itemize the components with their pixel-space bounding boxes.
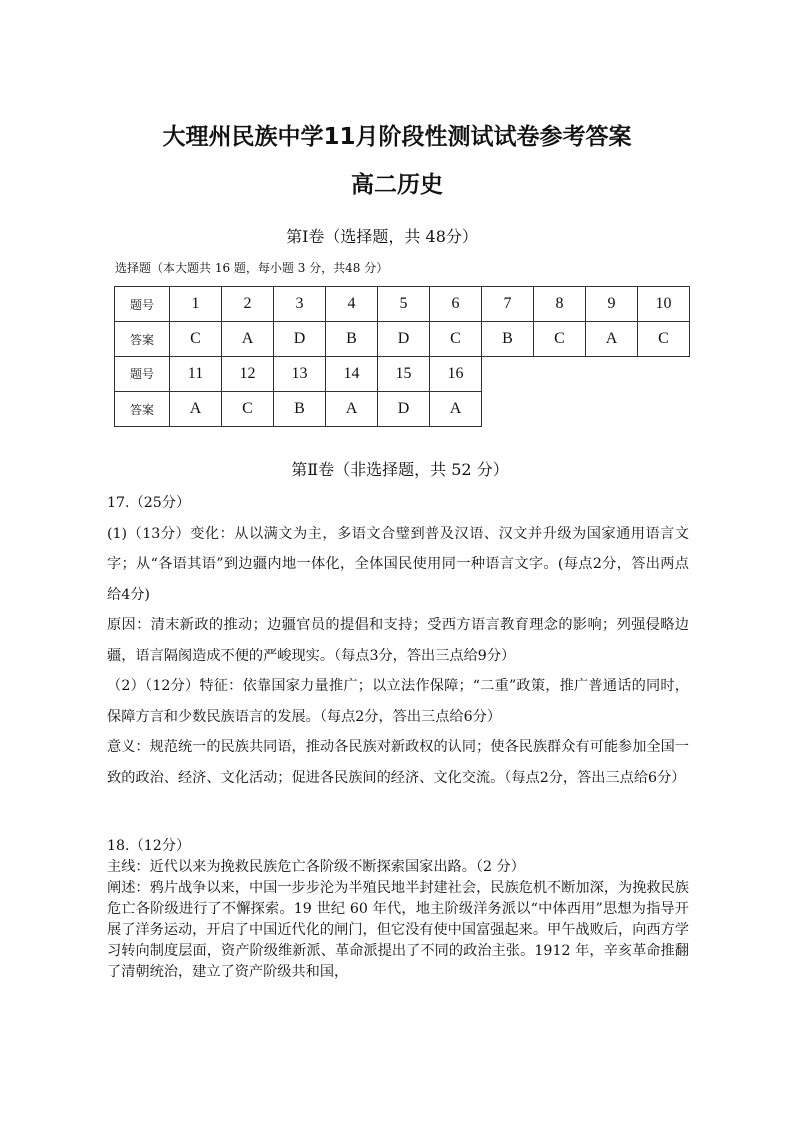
question-17-part2-feature: （2）（12分）特征：依靠国家力量推广；以立法作保障；“二重”政策，推广普通话的同时，保障方言和少数民族语言的发展。（每点2分，答出三点给6分） bbox=[107, 678, 689, 725]
table-row bbox=[115, 357, 482, 392]
question-number: 11 bbox=[170, 357, 222, 392]
answer-cell: C bbox=[222, 392, 274, 427]
answer-cell: A bbox=[222, 322, 274, 357]
answer-cell: D bbox=[378, 322, 430, 357]
table-row bbox=[115, 287, 690, 322]
answer-cell: D bbox=[274, 322, 326, 357]
question-number: 12 bbox=[222, 357, 274, 392]
document-title: 大理州民族中学11月阶段性测试试卷参考答案 bbox=[162, 124, 632, 150]
row-label-question: 题号 bbox=[115, 287, 170, 322]
question-17-part1-change: (1)（13分）变化：从以满文为主，多语文合璧到普及汉语、汉文并升级为国家通用语言文字；从“各语其语”到边疆内地一体化，全体国民使用同一种语言文字。(每点2分，答出两点给4分) bbox=[107, 525, 689, 603]
question-17-block bbox=[107, 488, 689, 793]
answer-cell: C bbox=[430, 322, 482, 357]
question-number: 3 bbox=[274, 287, 326, 322]
row-label-answer: 答案 bbox=[115, 392, 170, 427]
question-number: 2 bbox=[222, 287, 274, 322]
part2-heading: 第Ⅱ卷（非选择题，共 52 分） bbox=[291, 460, 509, 479]
answer-cell: D bbox=[378, 392, 430, 427]
answer-cell: A bbox=[326, 392, 378, 427]
answer-cell: A bbox=[586, 322, 638, 357]
part1-note: 选择题（本大题共 16 题，每小题 3 分，共48 分） bbox=[115, 261, 389, 275]
answer-cell: C bbox=[638, 322, 690, 357]
answer-cell: B bbox=[274, 392, 326, 427]
question-number: 4 bbox=[326, 287, 378, 322]
answer-cell: A bbox=[430, 392, 482, 427]
question-17-part1-reason: 原因：清末新政的推动；边疆官员的提倡和支持；受西方语言教育理念的影响；列强侵略边疆，语言隔阂造成不便的严峻现实。（每点3分，答出三点给9分） bbox=[107, 617, 689, 664]
row-label-question: 题号 bbox=[115, 357, 170, 392]
document-subtitle: 高二历史 bbox=[351, 172, 443, 198]
question-number: 6 bbox=[430, 287, 482, 322]
question-number: 10 bbox=[638, 287, 690, 322]
question-17-part2-significance: 意义：规范统一的民族共同语，推动各民族对新政权的认同；使各民族群众有可能参加全国一致的政治、经济、文化活动；促进各民族间的经济、文化交流。（每点2分，答出三点给6分） bbox=[107, 739, 689, 786]
question-number: 8 bbox=[534, 287, 586, 322]
answer-cell: C bbox=[170, 322, 222, 357]
table-row bbox=[115, 322, 690, 357]
question-18-block bbox=[107, 836, 689, 983]
question-18-mainline: 主线：近代以来为挽救民族危亡各阶级不断探索国家出路。（2 分） bbox=[107, 859, 525, 875]
question-number: 1 bbox=[170, 287, 222, 322]
table-row bbox=[115, 392, 482, 427]
question-number: 15 bbox=[378, 357, 430, 392]
answer-cell: C bbox=[534, 322, 586, 357]
answer-table-1 bbox=[114, 286, 690, 357]
question-number: 9 bbox=[586, 287, 638, 322]
answer-cell: A bbox=[170, 392, 222, 427]
question-number: 7 bbox=[482, 287, 534, 322]
answer-cell: B bbox=[482, 322, 534, 357]
answer-cell: B bbox=[326, 322, 378, 357]
question-number: 16 bbox=[430, 357, 482, 392]
question-17-title: 17.（25分） bbox=[107, 495, 191, 511]
question-18-title: 18.（12分） bbox=[107, 838, 191, 854]
question-number: 14 bbox=[326, 357, 378, 392]
row-label-answer: 答案 bbox=[115, 322, 170, 357]
answer-table-2 bbox=[114, 356, 482, 427]
question-number: 13 bbox=[274, 357, 326, 392]
question-18-elaboration: 阐述：鸦片战争以来，中国一步步沦为半殖民地半封建社会，民族危机不断加深，为挽救民族危亡各阶级进行了不懈探索。19 世纪 60 年代，地主阶级洋务派以“中体西用”思想为指导开展了洋务运动，开启了中国近代化的闸门，但它没有使中国富强起来。甲午战败后，向西方学习转向制度层面，资产阶级维新派、革命派提出了不同的政治主张。1912 年，辛亥革命推翻了清朝统治，建立了资产阶级共和国， bbox=[107, 880, 689, 980]
question-number: 5 bbox=[378, 287, 430, 322]
part1-heading: 第Ⅰ卷（选择题，共 48分） bbox=[286, 227, 478, 246]
